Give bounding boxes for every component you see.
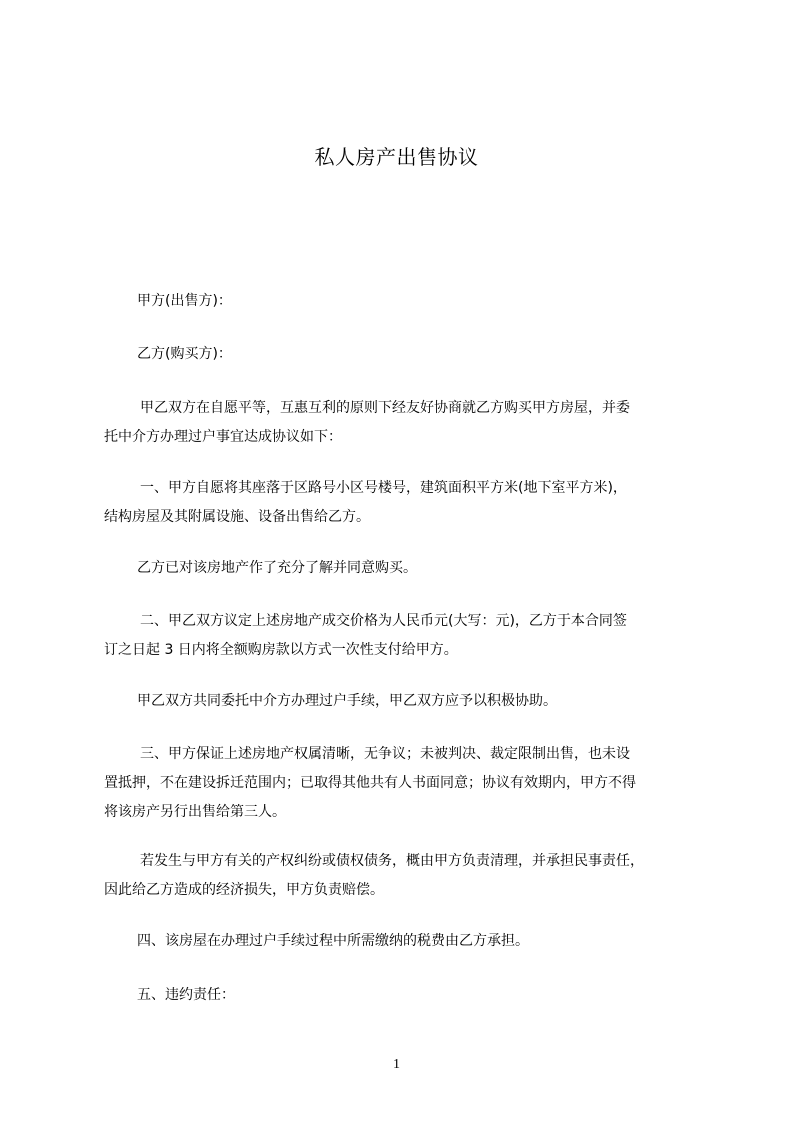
paragraph-line: 甲乙双方在自愿平等，互惠互利的原则下经友好协商就乙方购买甲方房屋，并委 <box>140 400 630 416</box>
paragraph-party-b <box>104 340 704 369</box>
paragraph-party-a <box>104 287 704 316</box>
paragraph-clause-3 <box>104 740 704 827</box>
paragraph-line: 订之日起 3 日内将全额购房款以方式一次性支付给甲方。 <box>104 642 458 658</box>
paragraph-clause-1-note <box>104 554 704 583</box>
paragraph-clause-2 <box>104 607 704 665</box>
paragraph-line: 甲方(出售方)： <box>137 293 232 309</box>
paragraph-line: 甲乙双方共同委托中介方办理过户手续，甲乙双方应予以积极协助。 <box>137 693 557 709</box>
paragraph-line: 乙方(购买方)： <box>137 346 232 362</box>
paragraph-line: 将该房产另行出售给第三人。 <box>104 804 286 820</box>
paragraph-line: 因此给乙方造成的经济损失，甲方负责赔偿。 <box>104 882 384 898</box>
paragraph-clause-1 <box>104 474 704 532</box>
page-number: 1 <box>393 1057 400 1072</box>
paragraph-line: 若发生与甲方有关的产权纠纷或债权债务，概由甲方负责清理，并承担民事责任， <box>140 853 644 869</box>
paragraph-line: 置抵押，不在建设拆迁范围内；已取得其他共有人书面同意；协议有效期内，甲方不得 <box>104 775 636 791</box>
paragraph-line: 托中介方办理过户事宜达成协议如下： <box>104 429 342 445</box>
paragraph-line: 结构房屋及其附属设施、设备出售给乙方。 <box>104 509 370 525</box>
paragraph-line: 三、甲方保证上述房地产权属清晰，无争议；未被判决、裁定限制出售，也未设 <box>140 746 630 762</box>
paragraph-intro <box>104 394 704 452</box>
paragraph-clause-4 <box>104 927 704 956</box>
document-title: 私人房产出售协议 <box>314 145 479 169</box>
paragraph-line: 四、该房屋在办理过户手续过程中所需缴纳的税费由乙方承担。 <box>137 933 529 949</box>
paragraph-line: 五、违约责任： <box>137 987 235 1003</box>
paragraph-clause-5 <box>104 981 704 1010</box>
paragraph-line: 二、甲乙双方议定上述房地产成交价格为人民币元(大写：元)，乙方于本合同签 <box>140 613 627 629</box>
paragraph-clause-2-note <box>104 687 704 716</box>
paragraph-line: 一、甲方自愿将其座落于区路号小区号楼号，建筑面积平方米(地下室平方米)， <box>140 480 627 496</box>
paragraph-line: 乙方已对该房地产作了充分了解并同意购买。 <box>137 560 417 576</box>
paragraph-clause-3-note <box>104 847 704 905</box>
